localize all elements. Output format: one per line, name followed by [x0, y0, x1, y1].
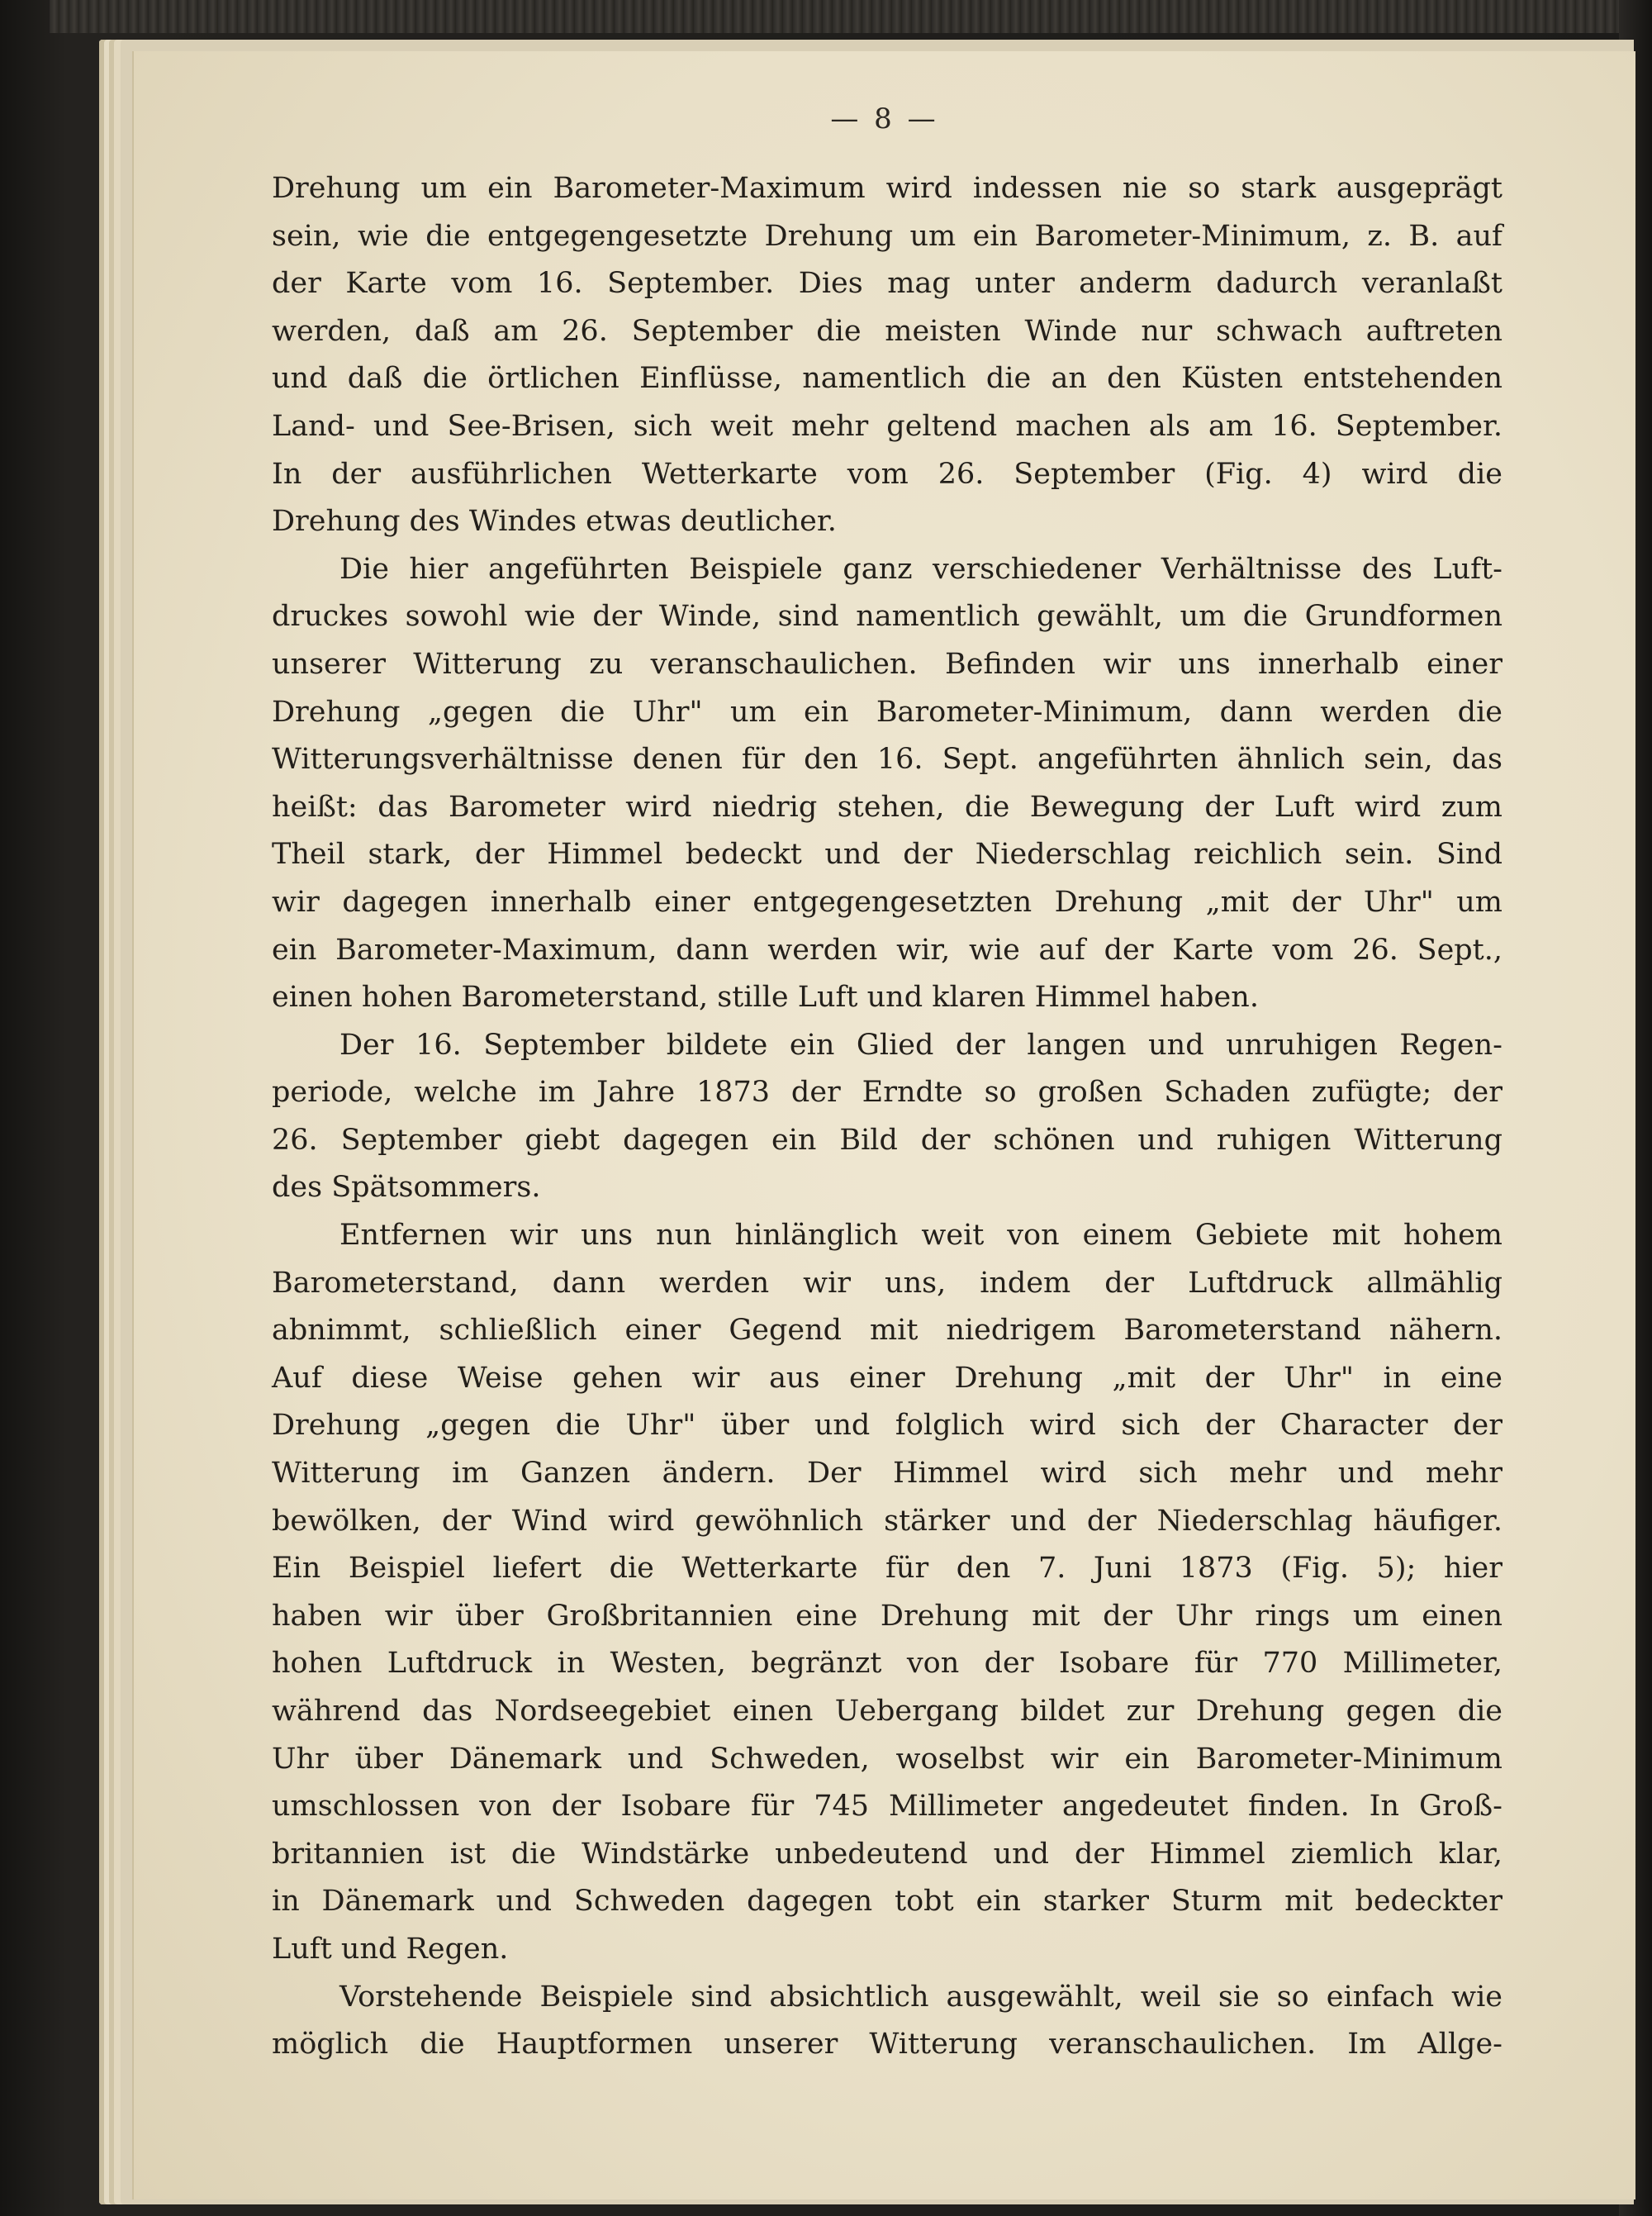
text-line: des Spätsommers. [272, 1171, 541, 1205]
text-line: Vorstehende Beispiele sind absichtlich ausgewählt, weil sie so einfach wie [339, 1980, 1502, 2014]
text-line: druckes sowohl wie der Winde, sind namentlich gewählt, um die Grundformen [272, 600, 1502, 634]
body-text [272, 165, 1502, 2069]
text-line: Drehung des Windes etwas deutlicher. [272, 505, 837, 539]
text-line: britannien ist die Windstärke unbedeutend und der Himmel ziemlich klar, [272, 1837, 1502, 1871]
text-line: Witterung im Ganzen ändern. Der Himmel wird sich mehr und mehr [272, 1457, 1502, 1491]
page-number: — 8 — [830, 102, 939, 136]
text-line: in Dänemark und Schweden dagegen tobt ein starker Sturm mit bedeckter [272, 1885, 1502, 1919]
text-line: Drehung um ein Barometer-Maximum wird indessen nie so stark ausgeprägt [272, 172, 1502, 205]
text-line: unserer Witterung zu veranschaulichen. Befinden wir uns innerhalb einer [272, 647, 1502, 681]
text-line: bewölken, der Wind wird gewöhnlich stärker und der Niederschlag häufiger. [272, 1504, 1502, 1538]
text-line: abnimmt, schließlich einer Gegend mit niedrigem Barometerstand nähern. [272, 1314, 1502, 1348]
text-line: einen hohen Barometerstand, stille Luft und klaren Himmel haben. [272, 981, 1259, 1015]
text-line: In der ausführlichen Wetterkarte vom 26. September (Fig. 4) wird die [272, 457, 1502, 491]
text-line: umschlossen von der Isobare für 745 Millimeter angedeutet finden. In Groß- [272, 1790, 1502, 1824]
text-line: 26. September giebt dagegen ein Bild der schönen und ruhigen Witterung [272, 1123, 1502, 1157]
text-line: der Karte vom 16. September. Dies mag unter anderm dadurch veranlaßt [272, 267, 1502, 301]
text-line: hohen Luftdruck in Westen, begränzt von der Isobare für 770 Millimeter, [272, 1647, 1502, 1681]
text-line: Witterungsverhältnisse denen für den 16. Sept. angeführten ähnlich sein, das [272, 743, 1502, 777]
text-line: und daß die örtlichen Einflüsse, namentlich die an den Küsten entstehenden [272, 362, 1502, 396]
text-line: Der 16. September bildete ein Glied der langen und unruhigen Regen- [339, 1028, 1502, 1062]
text-line: periode, welche im Jahre 1873 der Erndte so großen Schaden zufügte; der [272, 1076, 1502, 1110]
text-line: Theil stark, der Himmel bedeckt und der Niederschlag reichlich sein. Sind [272, 838, 1502, 872]
text-line: heißt: das Barometer wird niedrig stehen, die Bewegung der Luft wird zum [272, 790, 1502, 824]
text-line: Auf diese Weise gehen wir aus einer Drehung „mit der Uhr" in eine [272, 1361, 1502, 1395]
text-line: Entfernen wir uns nun hinlänglich weit von einem Gebiete mit hohem [339, 1219, 1502, 1253]
text-line: haben wir über Großbritannien eine Drehung mit der Uhr rings um einen [272, 1599, 1502, 1633]
text-line: wir dagegen innerhalb einer entgegengesetzten Drehung „mit der Uhr" um [272, 885, 1502, 919]
text-line: Land- und See-Brisen, sich weit mehr geltend machen als am 16. September. [272, 409, 1502, 443]
text-line: ein Barometer-Maximum, dann werden wir, wie auf der Karte vom 26. Sept., [272, 933, 1502, 967]
text-line: Drehung „gegen die Uhr" um ein Barometer-Minimum, dann werden die [272, 695, 1502, 729]
text-line: Uhr über Dänemark und Schweden, woselbst wir ein Barometer-Minimum [272, 1742, 1502, 1776]
text-line: Ein Beispiel liefert die Wetterkarte für den 7. Juni 1873 (Fig. 5); hier [272, 1552, 1502, 1586]
text-line: Die hier angeführten Beispiele ganz verschiedener Verhältnisse des Luft- [339, 552, 1502, 586]
book-binding-top [50, 0, 1652, 33]
text-line: sein, wie die entgegengesetzte Drehung um ein Barometer-Minimum, z. B. auf [272, 219, 1502, 253]
text-line: Drehung „gegen die Uhr" über und folglich wird sich der Character der [272, 1409, 1502, 1443]
text-line: Luft und Regen. [272, 1932, 509, 1966]
text-line: möglich die Hauptformen unserer Witterung veranschaulichen. Im Allge- [272, 2028, 1502, 2061]
text-line: während das Nordseegebiet einen Uebergang bildet zur Drehung gegen die [272, 1695, 1502, 1728]
text-line: werden, daß am 26. September die meisten Winde nur schwach auftreten [272, 314, 1502, 348]
text-line: Barometerstand, dann werden wir uns, indem der Luftdruck allmählig [272, 1266, 1502, 1300]
